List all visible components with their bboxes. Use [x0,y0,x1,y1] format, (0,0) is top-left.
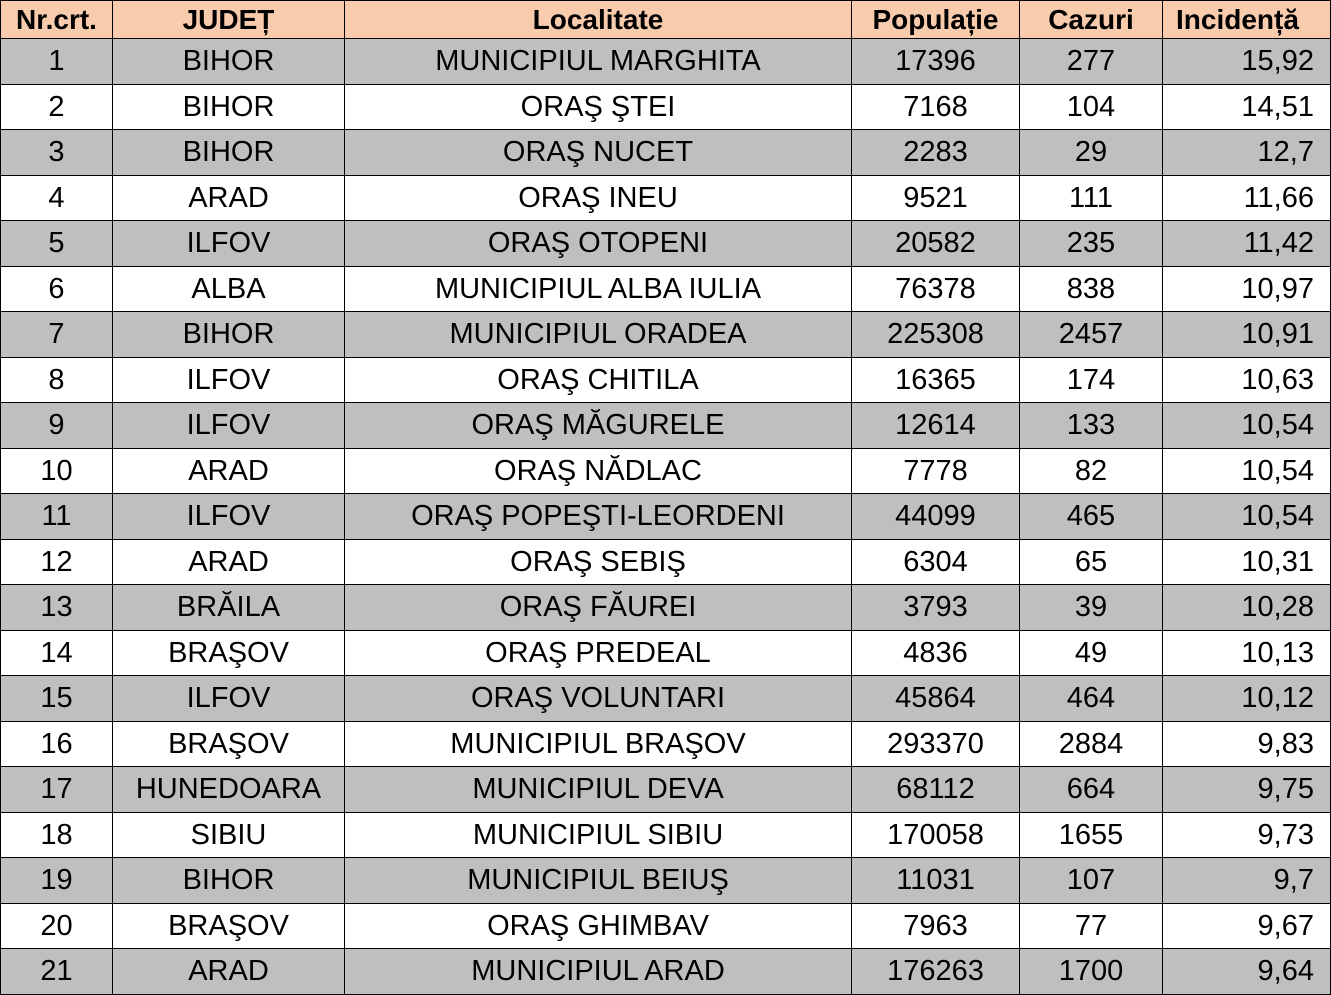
cell-judet[interactable]: ILFOV [113,221,345,267]
cell-judet[interactable]: ILFOV [113,676,345,722]
cell-incidenta[interactable]: 9,83 [1163,721,1331,767]
table-row[interactable] [1,630,1331,676]
cell-populatie[interactable]: 7778 [852,448,1020,494]
cell-incidenta[interactable]: 10,54 [1163,403,1331,449]
table-row[interactable] [1,221,1331,267]
cell-nr-crt[interactable]: 15 [1,676,113,722]
cell-cazuri[interactable]: 664 [1020,767,1163,813]
cell-populatie[interactable]: 68112 [852,767,1020,813]
cell-cazuri[interactable]: 39 [1020,585,1163,631]
cell-populatie[interactable]: 16365 [852,357,1020,403]
cell-cazuri[interactable]: 77 [1020,903,1163,949]
cell-localitate[interactable]: ORAŞ VOLUNTARI [345,676,852,722]
cell-incidenta[interactable]: 9,73 [1163,812,1331,858]
cell-nr-crt[interactable]: 10 [1,448,113,494]
cell-cazuri[interactable]: 277 [1020,39,1163,85]
cell-populatie[interactable]: 170058 [852,812,1020,858]
cell-nr-crt[interactable]: 2 [1,84,113,130]
table-row[interactable] [1,721,1331,767]
table-row[interactable] [1,812,1331,858]
table-row[interactable] [1,903,1331,949]
cell-incidenta[interactable]: 9,64 [1163,949,1331,995]
cell-judet[interactable]: ARAD [113,175,345,221]
cell-localitate[interactable]: MUNICIPIUL SIBIU [345,812,852,858]
cell-incidenta[interactable]: 12,7 [1163,130,1331,176]
table-row[interactable] [1,539,1331,585]
cell-populatie[interactable]: 6304 [852,539,1020,585]
cell-nr-crt[interactable]: 6 [1,266,113,312]
cell-nr-crt[interactable]: 16 [1,721,113,767]
cell-populatie[interactable]: 17396 [852,39,1020,85]
cell-nr-crt[interactable]: 5 [1,221,113,267]
cell-populatie[interactable]: 293370 [852,721,1020,767]
cell-judet[interactable]: ILFOV [113,403,345,449]
table-row[interactable] [1,39,1331,85]
cell-nr-crt[interactable]: 18 [1,812,113,858]
cell-judet[interactable]: BIHOR [113,39,345,85]
cell-cazuri[interactable]: 111 [1020,175,1163,221]
cell-nr-crt[interactable]: 17 [1,767,113,813]
table-row[interactable] [1,175,1331,221]
cell-judet[interactable]: ARAD [113,448,345,494]
cell-nr-crt[interactable]: 14 [1,630,113,676]
cell-judet[interactable]: BIHOR [113,858,345,904]
cell-incidenta[interactable]: 10,54 [1163,494,1331,540]
cell-incidenta[interactable]: 15,92 [1163,39,1331,85]
cell-judet[interactable]: ILFOV [113,494,345,540]
cell-incidenta[interactable]: 10,28 [1163,585,1331,631]
cell-cazuri[interactable]: 107 [1020,858,1163,904]
cell-populatie[interactable]: 4836 [852,630,1020,676]
header-populatie[interactable]: Populație [852,1,1020,39]
cell-localitate[interactable]: MUNICIPIUL ORADEA [345,312,852,358]
header-cazuri[interactable]: Cazuri [1020,1,1163,39]
cell-incidenta[interactable]: 10,97 [1163,266,1331,312]
cell-localitate[interactable]: ORAŞ GHIMBAV [345,903,852,949]
cell-cazuri[interactable]: 82 [1020,448,1163,494]
cell-nr-crt[interactable]: 8 [1,357,113,403]
cell-populatie[interactable]: 225308 [852,312,1020,358]
cell-judet[interactable]: SIBIU [113,812,345,858]
cell-populatie[interactable]: 2283 [852,130,1020,176]
cell-nr-crt[interactable]: 1 [1,39,113,85]
cell-nr-crt[interactable]: 7 [1,312,113,358]
header-judet[interactable]: JUDEȚ [113,1,345,39]
header-incidenta[interactable]: Incidență [1163,1,1331,39]
cell-cazuri[interactable]: 133 [1020,403,1163,449]
table-row[interactable] [1,357,1331,403]
cell-incidenta[interactable]: 9,67 [1163,903,1331,949]
cell-localitate[interactable]: MUNICIPIUL MARGHITA [345,39,852,85]
cell-localitate[interactable]: ORAŞ NUCET [345,130,852,176]
cell-judet[interactable]: BIHOR [113,84,345,130]
table-row[interactable] [1,130,1331,176]
cell-nr-crt[interactable]: 12 [1,539,113,585]
cell-nr-crt[interactable]: 3 [1,130,113,176]
cell-populatie[interactable]: 20582 [852,221,1020,267]
cell-incidenta[interactable]: 10,54 [1163,448,1331,494]
cell-localitate[interactable]: ORAŞ ŞTEI [345,84,852,130]
table-row[interactable] [1,858,1331,904]
cell-localitate[interactable]: ORAŞ CHITILA [345,357,852,403]
cell-populatie[interactable]: 7168 [852,84,1020,130]
cell-localitate[interactable]: MUNICIPIUL ALBA IULIA [345,266,852,312]
cell-localitate[interactable]: ORAŞ NĂDLAC [345,448,852,494]
cell-localitate[interactable]: ORAŞ SEBIŞ [345,539,852,585]
cell-judet[interactable]: BRAŞOV [113,721,345,767]
cell-incidenta[interactable]: 11,42 [1163,221,1331,267]
cell-cazuri[interactable]: 464 [1020,676,1163,722]
cell-judet[interactable]: ARAD [113,949,345,995]
cell-localitate[interactable]: ORAŞ PREDEAL [345,630,852,676]
cell-cazuri[interactable]: 29 [1020,130,1163,176]
cell-localitate[interactable]: ORAŞ POPEŞTI-LEORDENI [345,494,852,540]
cell-incidenta[interactable]: 14,51 [1163,84,1331,130]
cell-incidenta[interactable]: 9,75 [1163,767,1331,813]
cell-localitate[interactable]: ORAŞ OTOPENI [345,221,852,267]
cell-judet[interactable]: ARAD [113,539,345,585]
table-row[interactable] [1,312,1331,358]
header-nr-crt[interactable]: Nr.crt. [1,1,113,39]
cell-judet[interactable]: HUNEDOARA [113,767,345,813]
cell-incidenta[interactable]: 10,13 [1163,630,1331,676]
cell-nr-crt[interactable]: 21 [1,949,113,995]
cell-incidenta[interactable]: 11,66 [1163,175,1331,221]
cell-cazuri[interactable]: 49 [1020,630,1163,676]
cell-incidenta[interactable]: 10,12 [1163,676,1331,722]
cell-populatie[interactable]: 76378 [852,266,1020,312]
table-row[interactable] [1,266,1331,312]
cell-cazuri[interactable]: 65 [1020,539,1163,585]
cell-populatie[interactable]: 11031 [852,858,1020,904]
table-row[interactable] [1,676,1331,722]
cell-incidenta[interactable]: 10,91 [1163,312,1331,358]
cell-judet[interactable]: ILFOV [113,357,345,403]
cell-cazuri[interactable]: 465 [1020,494,1163,540]
cell-nr-crt[interactable]: 4 [1,175,113,221]
cell-nr-crt[interactable]: 11 [1,494,113,540]
cell-localitate[interactable]: MUNICIPIUL BRAŞOV [345,721,852,767]
cell-populatie[interactable]: 176263 [852,949,1020,995]
cell-populatie[interactable]: 3793 [852,585,1020,631]
cell-nr-crt[interactable]: 19 [1,858,113,904]
table-row[interactable] [1,448,1331,494]
cell-localitate[interactable]: MUNICIPIUL BEIUŞ [345,858,852,904]
cell-judet[interactable]: BIHOR [113,312,345,358]
table-row[interactable] [1,494,1331,540]
cell-cazuri[interactable]: 1655 [1020,812,1163,858]
cell-judet[interactable]: BIHOR [113,130,345,176]
table-row[interactable] [1,585,1331,631]
table-row[interactable] [1,403,1331,449]
cell-cazuri[interactable]: 838 [1020,266,1163,312]
cell-incidenta[interactable]: 9,7 [1163,858,1331,904]
cell-populatie[interactable]: 44099 [852,494,1020,540]
cell-judet[interactable]: BRAŞOV [113,630,345,676]
cell-cazuri[interactable]: 174 [1020,357,1163,403]
cell-cazuri[interactable]: 235 [1020,221,1163,267]
cell-localitate[interactable]: MUNICIPIUL ARAD [345,949,852,995]
cell-localitate[interactable]: MUNICIPIUL DEVA [345,767,852,813]
header-localitate[interactable]: Localitate [345,1,852,39]
cell-cazuri[interactable]: 1700 [1020,949,1163,995]
header-row [1,1,1331,39]
cell-localitate[interactable]: ORAŞ INEU [345,175,852,221]
cell-cazuri[interactable]: 2457 [1020,312,1163,358]
table-header [1,1,1331,39]
cell-populatie[interactable]: 45864 [852,676,1020,722]
cell-populatie[interactable]: 9521 [852,175,1020,221]
cell-judet[interactable]: ALBA [113,266,345,312]
cell-populatie[interactable]: 7963 [852,903,1020,949]
cell-localitate[interactable]: ORAŞ MĂGURELE [345,403,852,449]
cell-judet[interactable]: BRĂILA [113,585,345,631]
cell-localitate[interactable]: ORAŞ FĂUREI [345,585,852,631]
cell-cazuri[interactable]: 2884 [1020,721,1163,767]
cell-populatie[interactable]: 12614 [852,403,1020,449]
table-body [1,39,1331,995]
cell-nr-crt[interactable]: 9 [1,403,113,449]
cell-incidenta[interactable]: 10,63 [1163,357,1331,403]
table-row[interactable] [1,84,1331,130]
cell-nr-crt[interactable]: 20 [1,903,113,949]
cell-judet[interactable]: BRAŞOV [113,903,345,949]
table-row[interactable] [1,767,1331,813]
cell-incidenta[interactable]: 10,31 [1163,539,1331,585]
cell-cazuri[interactable]: 104 [1020,84,1163,130]
table-row[interactable] [1,949,1331,995]
cell-nr-crt[interactable]: 13 [1,585,113,631]
